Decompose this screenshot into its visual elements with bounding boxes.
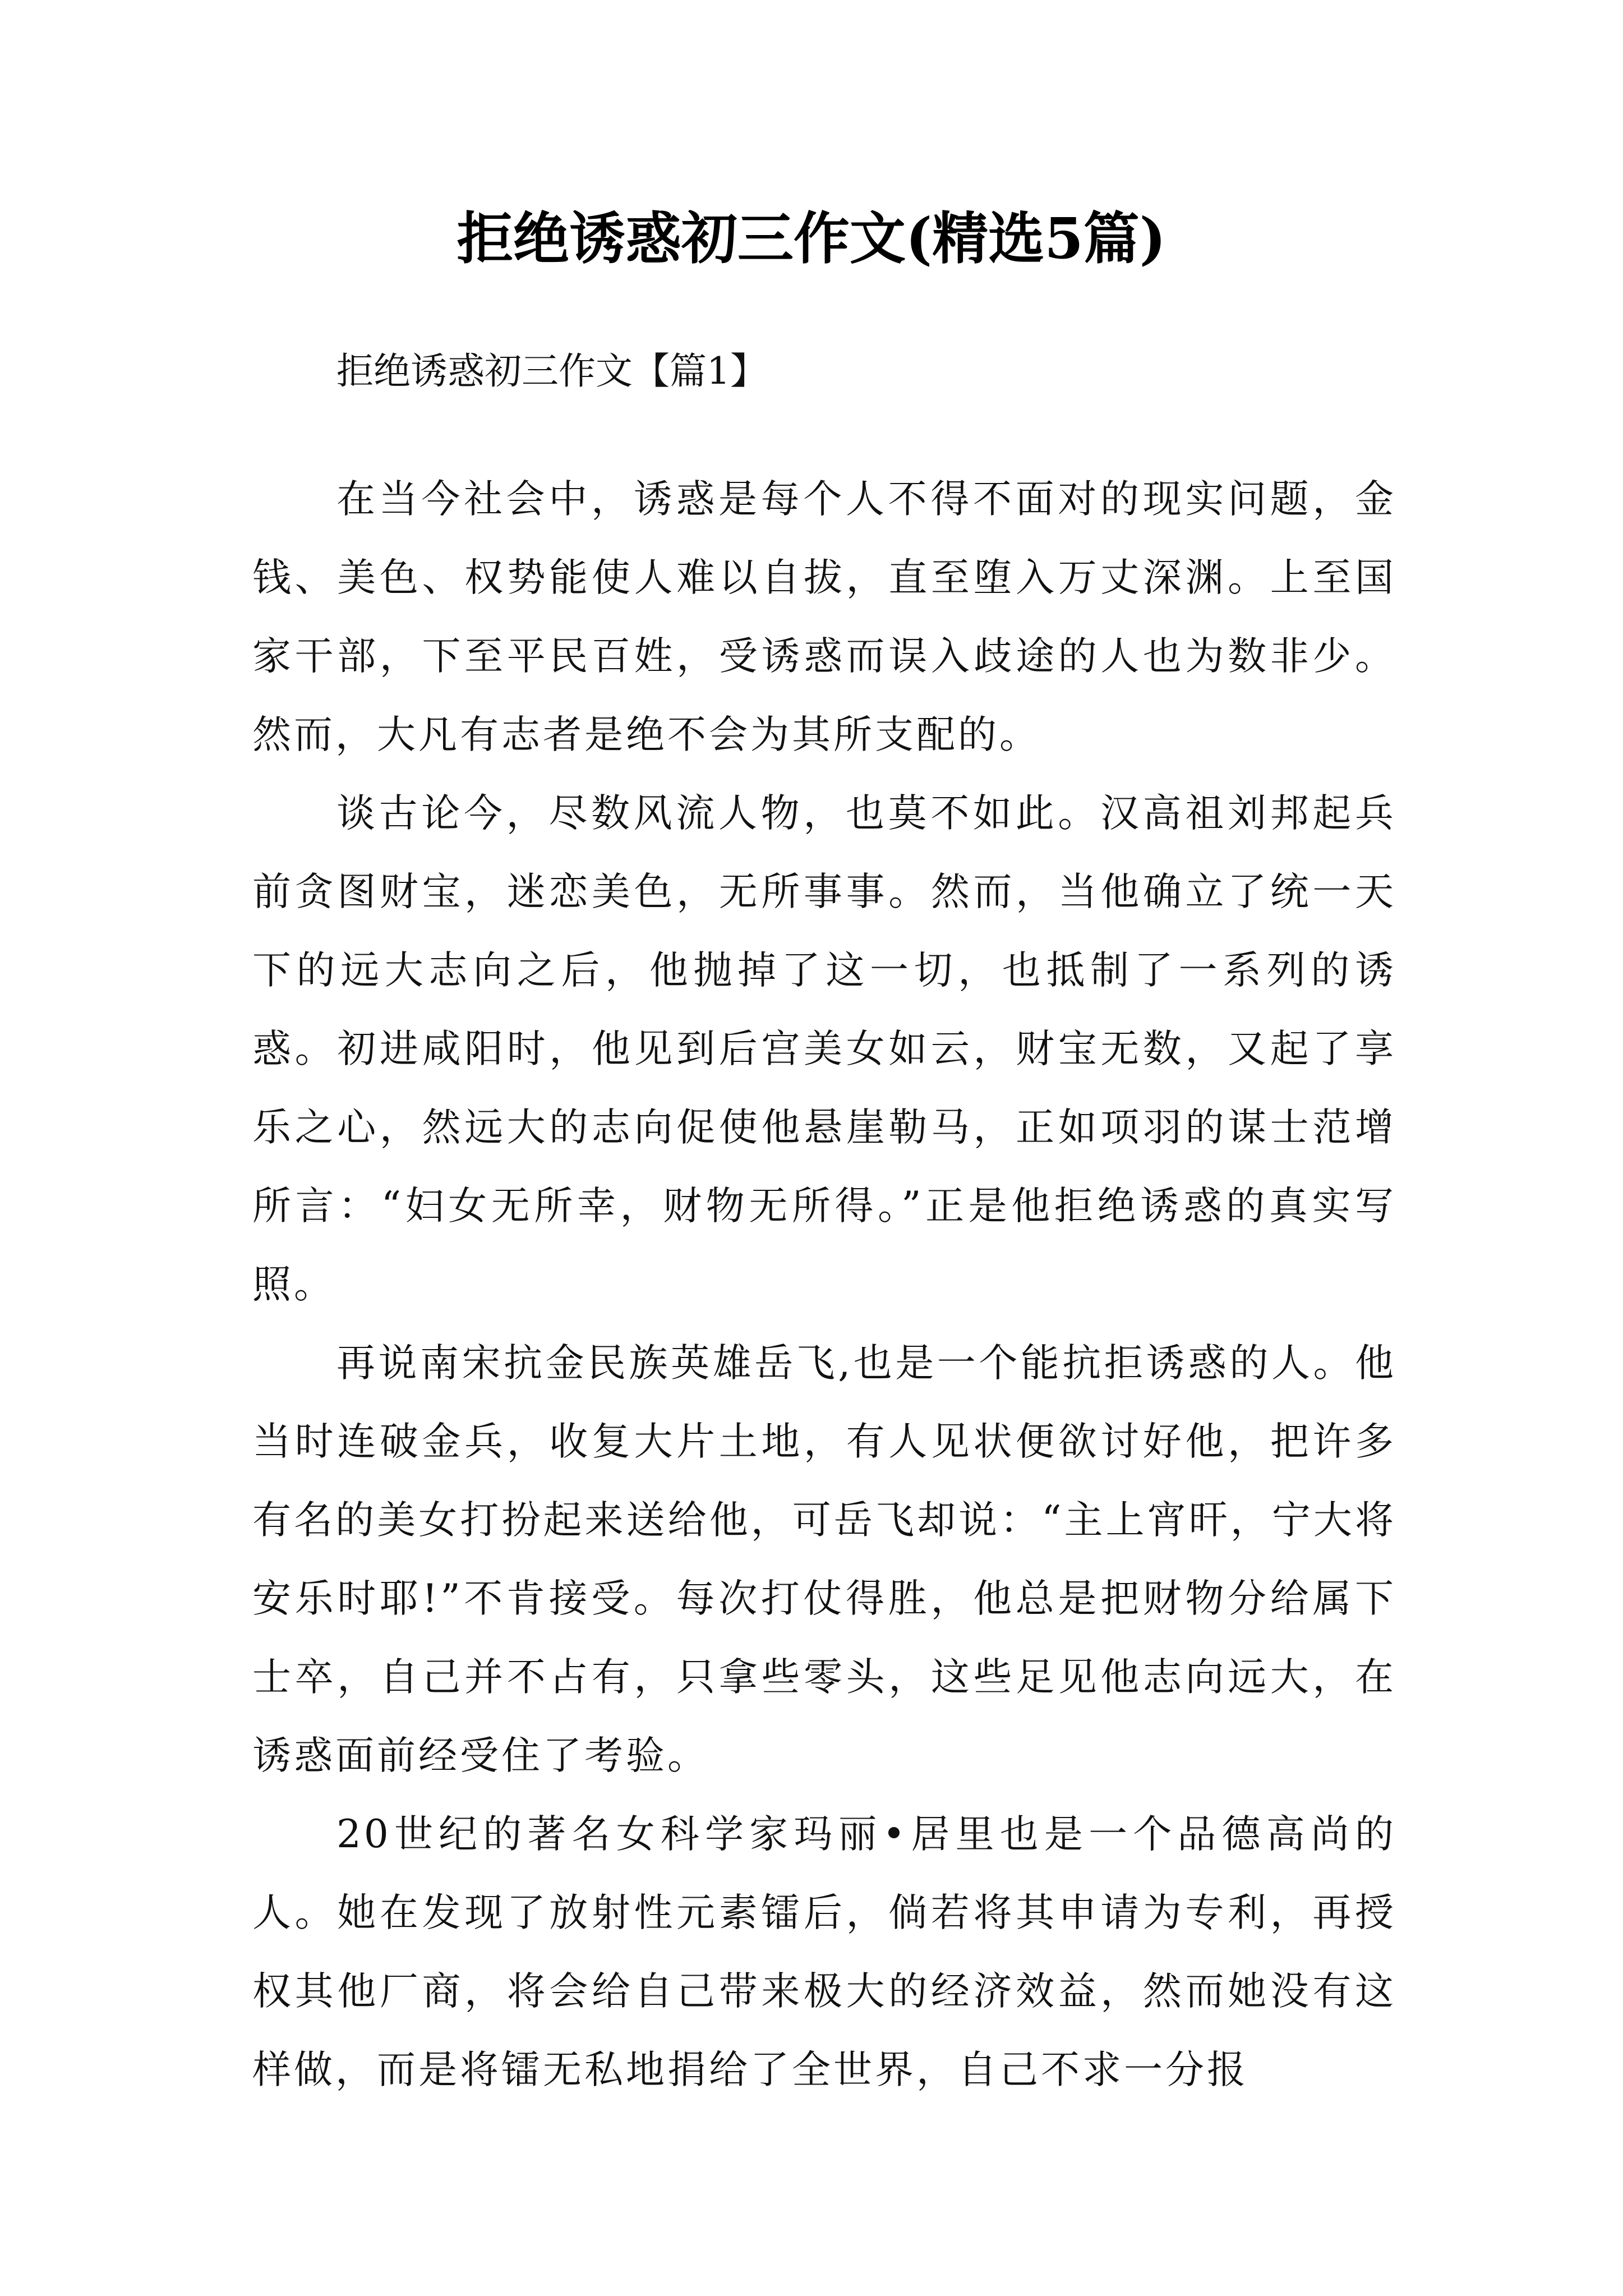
document-body bbox=[252, 460, 1396, 2109]
paragraph: 谈古论今，尽数风流人物，也莫不如此。汉高祖刘邦起兵前贪图财宝，迷恋美色，无所事事。然而，当他确立了统一天下的远大志向之后，他抛掉了这一切，也抵制了一系列的诱惑。初进咸阳时，他见到后宫美女如云，财宝无数，又起了享乐之心，然远大的志向促使他悬崖勒马，正如项羽的谋士范增所言：“妇女无所幸，财物无所得。”正是他拒绝诱惑的真实写照。 bbox=[252, 791, 1396, 1307]
document-title: 拒绝诱惑初三作文(精选5篇) bbox=[457, 205, 1166, 272]
paragraph: 再说南宋抗金民族英雄岳飞,也是一个能抗拒诱惑的人。他当时连破金兵，收复大片土地，有人见状便欲讨好他，把许多有名的美女打扮起来送给他，可岳飞却说：“主上宵旰，宁大将安乐时耶!”不肯接受。每次打仗得胜，他总是把财物分给属下士卒，自己并不占有，只拿些零头，这些足见他志向远大，在诱惑面前经受住了考验。 bbox=[252, 1341, 1396, 1778]
paragraph: 在当今社会中，诱惑是每个人不得不面对的现实问题，金钱、美色、权势能使人难以自拔，直至堕入万丈深渊。上至国家干部，下至平民百姓，受诱惑而误入歧途的人也为数非少。然而，大凡有志者是绝不会为其所支配的。 bbox=[252, 477, 1396, 757]
paragraph: 20世纪的著名女科学家玛丽•居里也是一个品德高尚的人。她在发现了放射性元素镭后，倘若将其申请为专利，再授权其他厂商，将会给自己带来极大的经济效益，然而她没有这样做，而是将镭无私地捐给了全世界，自己不求一分报 bbox=[252, 1812, 1396, 2092]
section-heading: 拒绝诱惑初三作文【篇1】 bbox=[336, 349, 767, 393]
